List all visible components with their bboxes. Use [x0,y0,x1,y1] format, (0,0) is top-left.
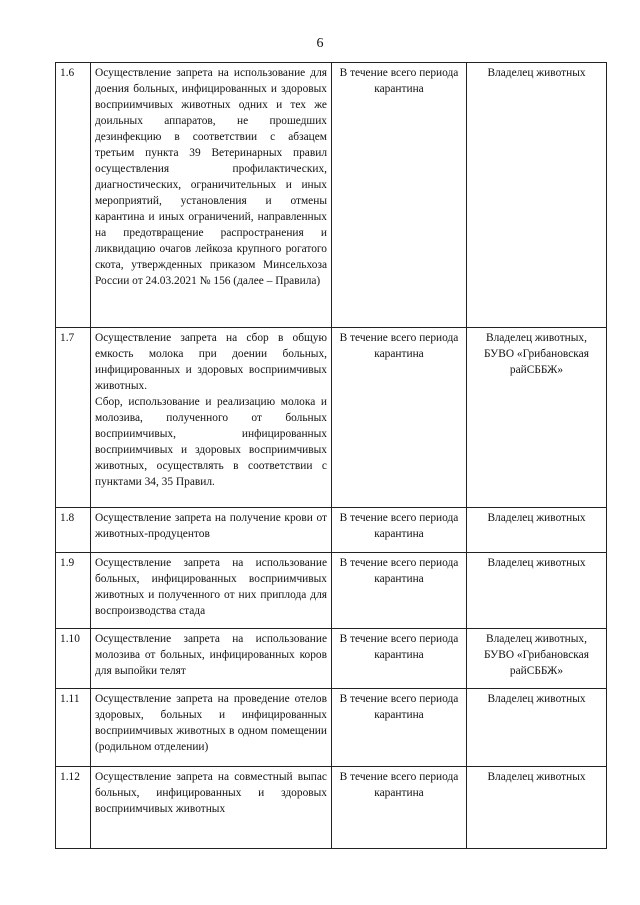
responsible-cell: Владелец животных [467,767,607,849]
measure-paragraph: Осуществление запрета на совместный выпас больных, инфицированных и здоровых восприимчивых животных [95,771,327,815]
measure-text [91,689,332,767]
table-row [56,767,607,849]
measure-text [91,553,332,629]
measure-text [91,508,332,553]
measure-paragraph: Осуществление запрета на использование для доения больных, инфицированных и здоровых восприимчивых животных одних и тех же доильных аппаратов, не прошедших дезинфекцию в соответствии с абзацем третьим пункта 39 Ветеринарных правил осуществления профилактических, диагностических, ограничительных и иных мероприятий, установления и отмены карантина и иных ограничений, направленных на предотвращение распространения и ликвидацию очагов лейкоза крупного рогатого скота, утвержденных приказом Минсельхоза России от 24.03.2021 № 156 (далее – Правила) [95,67,327,287]
period-cell: В течение всего периода карантина [332,689,467,767]
period-cell: В течение всего периода карантина [332,508,467,553]
measure-paragraph: Осуществление запрета на проведение отелов здоровых, больных и инфицированных восприимчивых животных в одном помещении (родильном отделении) [95,693,327,753]
period-cell: В течение всего периода карантина [332,553,467,629]
row-number: 1.10 [56,629,91,689]
table-row [56,629,607,689]
measures-table [55,62,607,849]
measure-paragraph-2: Сбор, использование и реализацию молока и молозива, полученного от больных восприимчивых, инфицированных восприимчивых и здоровых восприимчивых животных, осуществлять в соответствии с пунктами 34, 35 Правил. [95,396,327,488]
row-number: 1.11 [56,689,91,767]
row-number: 1.12 [56,767,91,849]
responsible-cell: Владелец животных, БУВО «Грибановская райСББЖ» [467,328,607,508]
table-row [56,328,607,508]
row-number: 1.6 [56,63,91,328]
measure-text [91,767,332,849]
row-number: 1.9 [56,553,91,629]
period-cell: В течение всего периода карантина [332,767,467,849]
table-row [56,508,607,553]
responsible-cell: Владелец животных [467,63,607,328]
row-number: 1.8 [56,508,91,553]
period-cell: В течение всего периода карантина [332,629,467,689]
measure-text [91,629,332,689]
measure-paragraph: Осуществление запрета на использование молозива от больных, инфицированных коров для выпойки телят [95,633,327,677]
table-row [56,689,607,767]
measure-paragraph: Осуществление запрета на получение крови от животных-продуцентов [95,512,327,540]
measure-paragraph: Осуществление запрета на использование больных, инфицированных восприимчивых животных и полученного от них приплода для воспроизводства стада [95,557,327,617]
responsible-cell: Владелец животных [467,689,607,767]
row-number: 1.7 [56,328,91,508]
table-row [56,63,607,328]
measure-text [91,63,332,328]
responsible-cell: Владелец животных, БУВО «Грибановская райСББЖ» [467,629,607,689]
measure-text [91,328,332,508]
measure-paragraph: Осуществление запрета на сбор в общую емкость молока при доении больных, инфицированных и здоровых восприимчивых животных. [95,332,327,392]
page-number: 6 [316,36,324,51]
table-row [56,553,607,629]
responsible-cell: Владелец животных [467,553,607,629]
period-cell: В течение всего периода карантина [332,63,467,328]
period-cell: В течение всего периода карантина [332,328,467,508]
responsible-cell: Владелец животных [467,508,607,553]
